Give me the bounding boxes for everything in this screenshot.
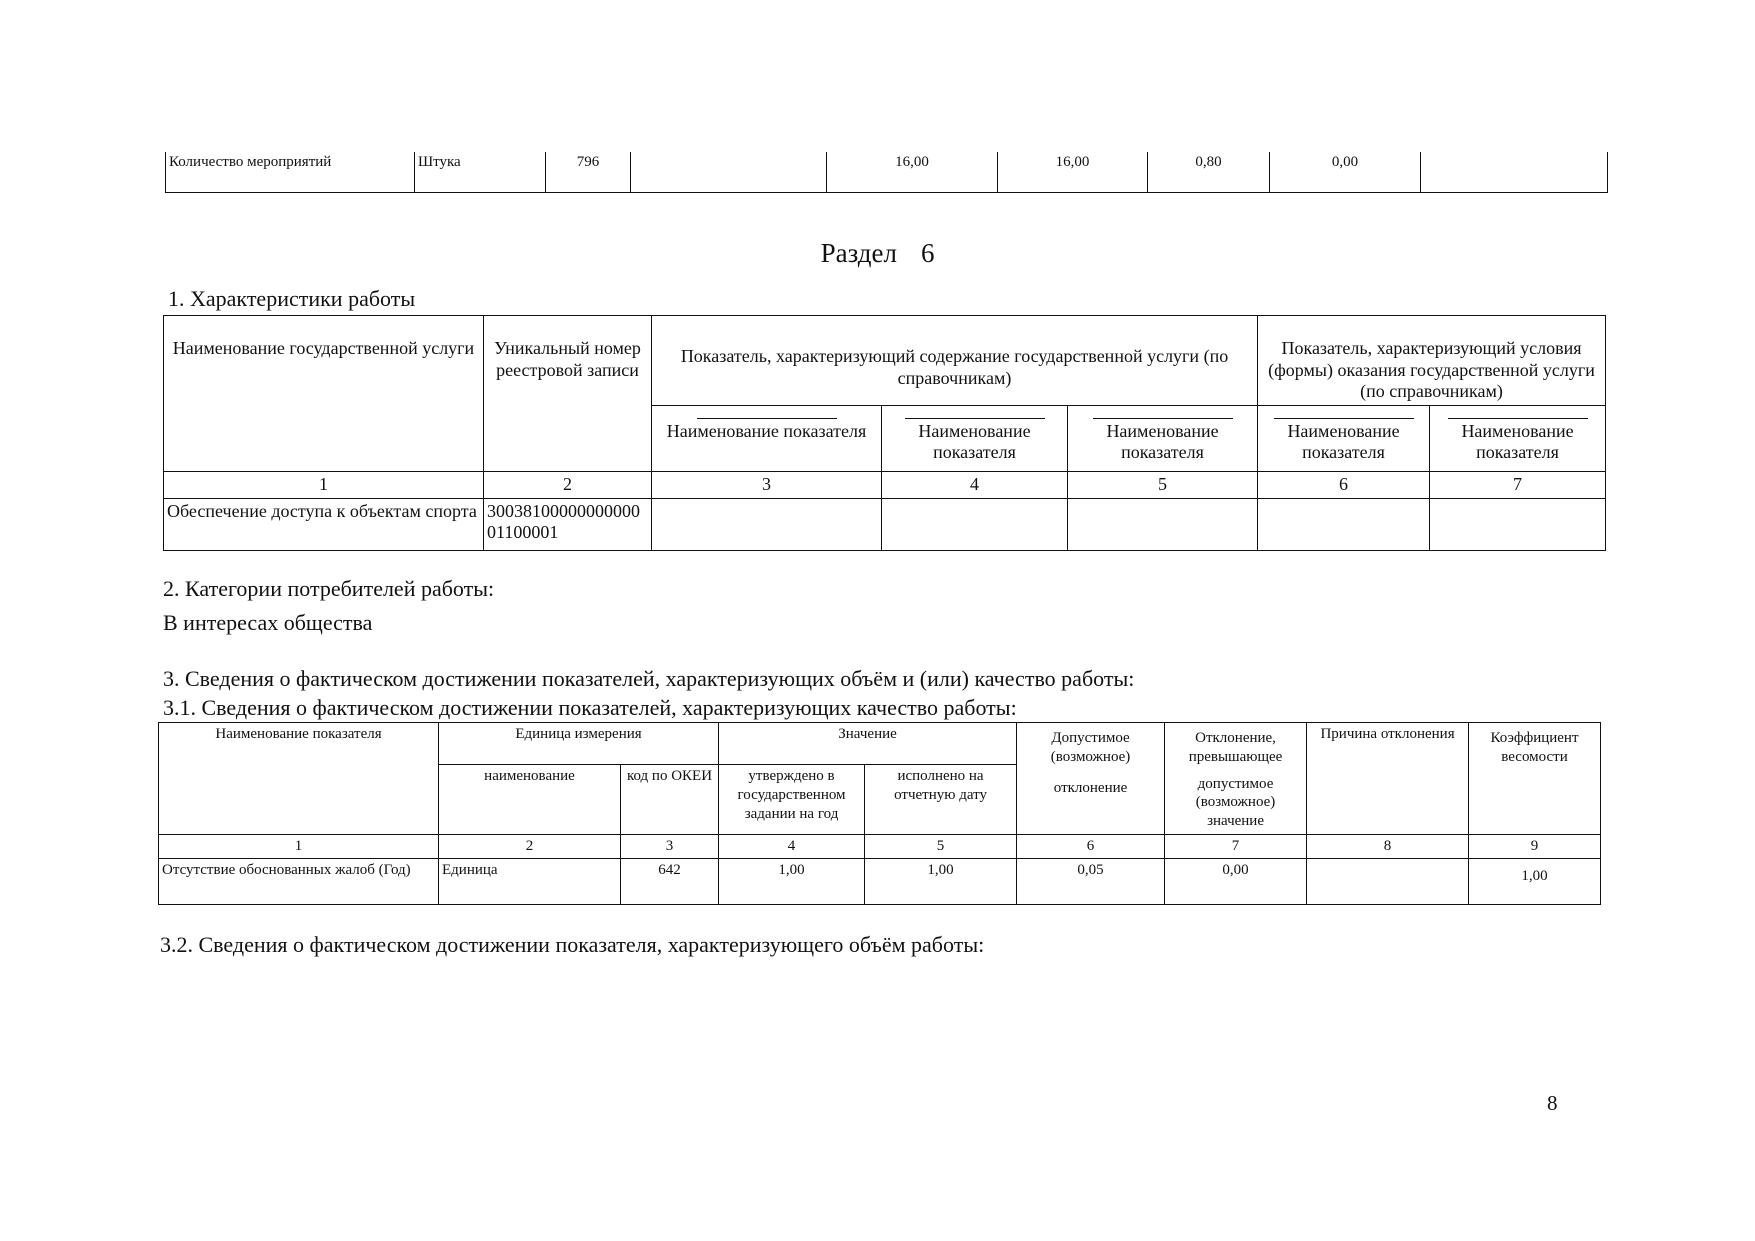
subheader-approved: утверждено в государственном задании на год (719, 765, 865, 835)
okei-cell: 642 (621, 858, 719, 904)
column-number-row (164, 472, 1606, 499)
actual-cell: 1,00 (865, 858, 1017, 904)
header-allowed-deviation: Допустимое (возможное) отклонение (1017, 723, 1165, 835)
col-number: 5 (1068, 472, 1258, 499)
subheader-cell: Наименование показателя (1258, 405, 1430, 471)
col-number: 7 (1430, 472, 1606, 499)
subheader-cell: Наименование показателя (652, 405, 882, 471)
registry-number-cell: 3003810000000000001100001 (484, 498, 652, 550)
indicator-name-cell: Отсутствие обоснованных жалоб (Год) (159, 858, 439, 904)
subheader-cell: Наименование показателя (1430, 405, 1606, 471)
col-number: 6 (1258, 472, 1430, 499)
reason-cell (1307, 858, 1469, 904)
header-row (159, 723, 1601, 765)
header-reason: Причина отклонения (1307, 723, 1469, 835)
table-row (166, 152, 1608, 192)
subheader-cell: Наименование показателя (882, 405, 1068, 471)
heading-characteristics: 1. Характеристики работы (168, 286, 416, 311)
header-value: Значение (719, 723, 1017, 765)
col-number: 1 (159, 835, 439, 859)
subheader-actual: исполнено на отчетную дату (865, 765, 1017, 835)
allowed-cell: 0,05 (1017, 858, 1165, 904)
section-title (0, 238, 1755, 269)
col-number: 5 (865, 835, 1017, 859)
table-row (164, 498, 1606, 550)
col-number: 3 (621, 835, 719, 859)
unit-cell: Штука (415, 152, 546, 192)
header-exceeding-deviation: Отклонение, превышающее допустимое (возможное) значение (1165, 723, 1307, 835)
col-number: 2 (484, 472, 652, 499)
empty-cell (1258, 498, 1430, 550)
table-row (159, 858, 1601, 904)
empty-cell (882, 498, 1068, 550)
header-weight: Коэффициент весомости (1469, 723, 1601, 835)
heading-volume: 3.2. Сведения о фактическом достижении показателя, характеризующего объём работы: (160, 932, 985, 957)
reason-cell (1421, 152, 1608, 192)
empty-cell (652, 498, 882, 550)
deviation-cell: 0,00 (1165, 858, 1307, 904)
consumers-value: В интересах общества (163, 610, 373, 635)
col-number: 2 (439, 835, 621, 859)
exceeding-deviation-cell: 0,00 (1270, 152, 1421, 192)
header-content-indicator: Показатель, характеризующий содержание государственной услуги (по справочникам) (652, 316, 1258, 406)
weight-cell: 1,00 (1469, 858, 1601, 904)
header-service-name: Наименование государственной услуги (164, 316, 484, 472)
unit-cell: Единица (439, 858, 621, 904)
header-row (164, 316, 1606, 406)
quality-indicators-table (158, 722, 1601, 905)
okei-cell: 796 (546, 152, 631, 192)
header-registry-number: Уникальный номер реестровой записи (484, 316, 652, 472)
section-number: 6 (920, 238, 935, 268)
header-conditions-indicator: Показатель, характеризующий условия (формы) оказания государственной услуги (по справочникам) (1258, 316, 1606, 406)
empty-cell (1068, 498, 1258, 550)
indicator-name-cell: Количество мероприятий (166, 152, 415, 192)
empty-cell (1430, 498, 1606, 550)
col-number: 9 (1469, 835, 1601, 859)
approved-cell: 16,00 (827, 152, 998, 192)
approved-cell: 1,00 (719, 858, 865, 904)
section-label: Раздел (820, 238, 897, 268)
col-number: 1 (164, 472, 484, 499)
col-number: 4 (719, 835, 865, 859)
col-number: 3 (652, 472, 882, 499)
heading-achievement: 3. Сведения о фактическом достижении показателей, характеризующих объём и (или) качество работы: (163, 666, 1135, 691)
subheader-unit-name: наименование (439, 765, 621, 835)
heading-consumers: 2. Категории потребителей работы: (163, 576, 495, 601)
header-indicator-name: Наименование показателя (159, 723, 439, 835)
actual-cell: 16,00 (998, 152, 1148, 192)
characteristics-table (163, 315, 1606, 551)
subheader-cell: Наименование показателя (1068, 405, 1258, 471)
empty-cell (631, 152, 827, 192)
service-name-cell: Обеспечение доступа к объектам спорта (164, 498, 484, 550)
col-number: 6 (1017, 835, 1165, 859)
col-number: 8 (1307, 835, 1469, 859)
column-number-row (159, 835, 1601, 859)
header-unit: Единица измерения (439, 723, 719, 765)
heading-quality: 3.1. Сведения о фактическом достижении показателей, характеризующих качество работы: (163, 695, 1017, 720)
previous-section-table (165, 152, 1608, 193)
col-number: 7 (1165, 835, 1307, 859)
col-number: 4 (882, 472, 1068, 499)
subheader-okei: код по ОКЕИ (621, 765, 719, 835)
page-number: 8 (1547, 1091, 1558, 1115)
allowed-deviation-cell: 0,80 (1148, 152, 1270, 192)
